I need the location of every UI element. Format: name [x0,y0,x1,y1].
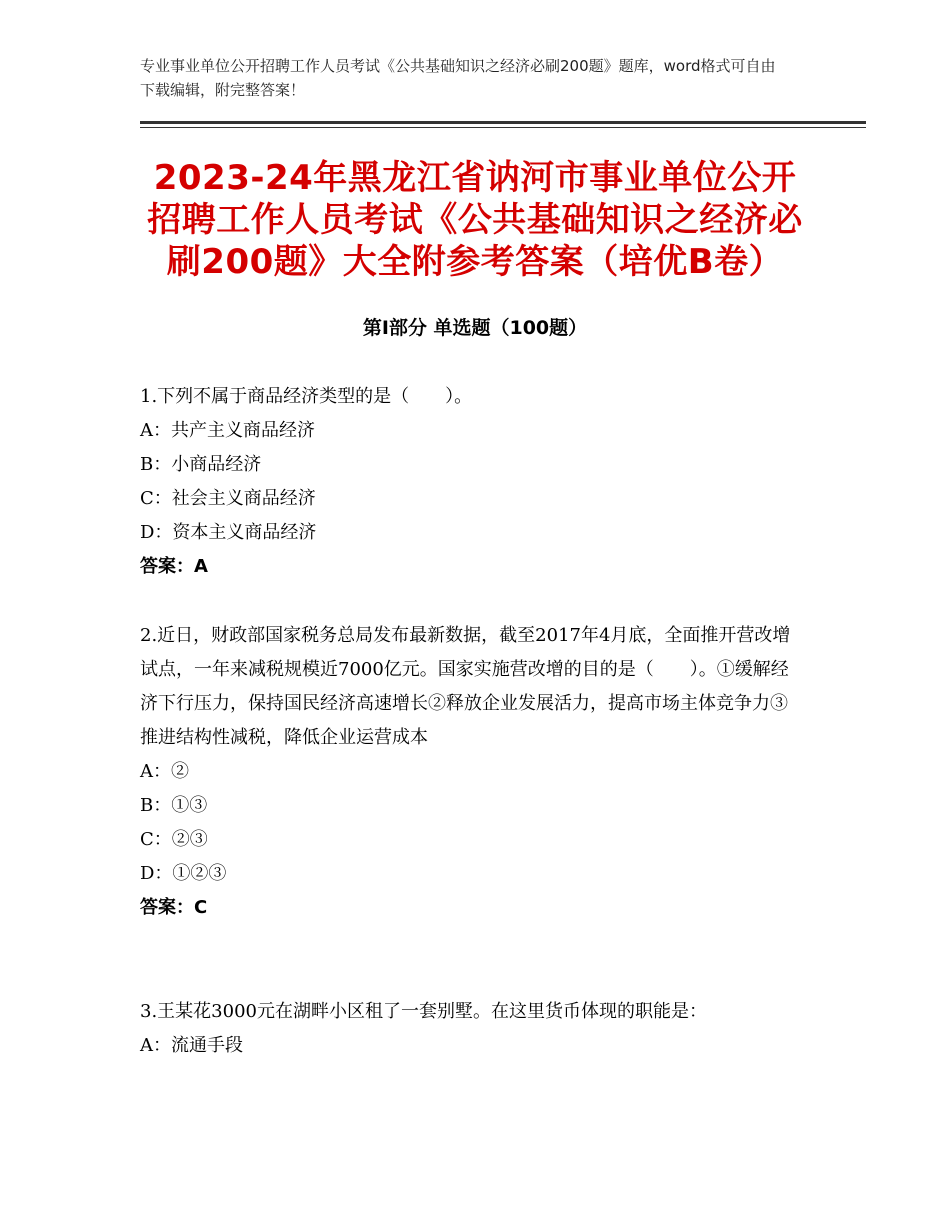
question-3 [140,995,800,1063]
header-divider-thick [140,121,866,124]
option-a: A：② [140,761,189,782]
question-stem: 1.下列不属于商品经济类型的是（ ）。 [140,386,473,407]
section-title: 第Ⅰ部分 单选题（100题） [362,317,588,339]
option-b: B：小商品经济 [140,454,262,475]
option-d: D：①②③ [140,863,227,884]
document-title: 2023-24年黑龙江省讷河市事业单位公开招聘工作人员考试《公共基础知识之经济必刷200题》大全附参考答案（培优B卷） [147,158,803,282]
option-a: A：共产主义商品经济 [140,420,315,441]
answer: 答案：A [140,556,208,577]
question-1 [140,380,800,584]
option-d: D：资本主义商品经济 [140,522,317,543]
answer: 答案：C [140,897,208,918]
option-c: C：社会主义商品经济 [140,488,316,509]
option-a: A：流通手段 [140,1035,243,1056]
question-stem: 3.王某花3000元在湖畔小区租了一套别墅。在这里货币体现的职能是： [140,1001,707,1022]
question-2 [140,619,800,925]
header-note: 专业事业单位公开招聘工作人员考试《公共基础知识之经济必刷200题》题库，word格式可自由下载编辑，附完整答案！ [140,57,776,99]
option-b: B：①③ [140,795,208,816]
question-stem: 2.近日，财政部国家税务总局发布最新数据，截至2017年4月底，全面推开营改增试点，一年来减税规模近7000亿元。国家实施营改增的目的是（ ）。①缓解经济下行压力，保持国民经济高速增长②释放企业发展活力，提高市场主体竞争力③推进结构性减税，降低企业运营成本 [140,625,791,748]
header-divider-thin [140,127,866,128]
option-c: C：②③ [140,829,208,850]
